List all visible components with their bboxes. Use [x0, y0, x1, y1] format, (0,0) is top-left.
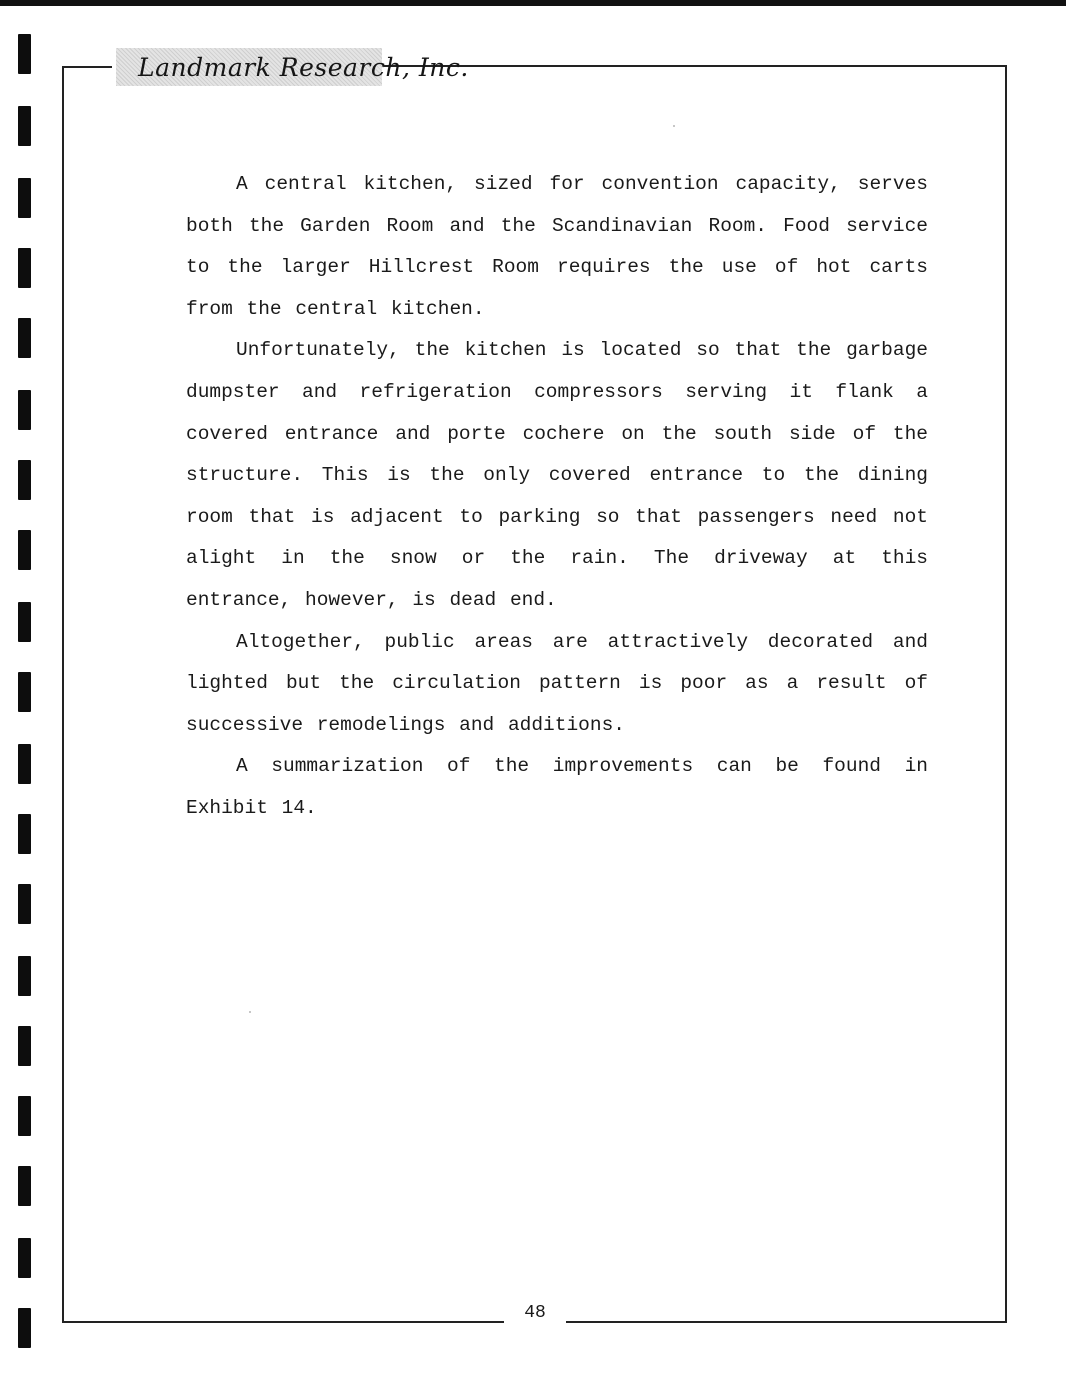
- frame-top-left-rule: [62, 66, 112, 68]
- paragraph: A central kitchen, sized for convention capacity, serves both the Garden Room and the Scandinavian Room. Food service to the larger Hillcrest Room requires the use of hot carts from the central kitchen.: [186, 173, 928, 320]
- binding-mark: [18, 1308, 31, 1348]
- scan-top-edge: [0, 0, 1066, 6]
- binding-mark: [18, 814, 31, 854]
- binding-mark: [18, 318, 31, 358]
- frame-bottom-right-rule: [566, 1321, 1007, 1323]
- paragraph: Unfortunately, the kitchen is located so that the garbage dumpster and refrigeration compressors serving it flank a covered entrance and porte cochere on the south side of the structure. This is the only covered entrance to the dining room that is adjacent to parking so that passengers need not alight in the snow or the rain. The driveway at this entrance, however, is dead end.: [186, 339, 928, 611]
- binding-mark: [18, 1166, 31, 1206]
- page-number: 48: [524, 1303, 546, 1323]
- frame-right-rule: [1005, 65, 1007, 1323]
- scan-speck: [673, 125, 675, 127]
- frame-top-right-rule: [384, 65, 1007, 67]
- binding-mark: [18, 1026, 31, 1066]
- binding-mark: [18, 530, 31, 570]
- frame-left-rule: [62, 66, 64, 1323]
- binding-mark: [18, 602, 31, 642]
- paragraph: A summarization of the improvements can be found in Exhibit 14.: [186, 755, 928, 819]
- binding-mark: [18, 1096, 31, 1136]
- letterhead: [116, 48, 469, 86]
- scan-speck: [249, 1011, 251, 1013]
- binding-mark: [18, 390, 31, 430]
- binding-marks: [18, 0, 32, 1380]
- binding-mark: [18, 106, 31, 146]
- frame-bottom-left-rule: [62, 1321, 504, 1323]
- binding-mark: [18, 248, 31, 288]
- paragraph: Altogether, public areas are attractively decorated and lighted but the circulation pattern is poor as a result of successive remodelings and additions.: [186, 630, 928, 736]
- company-name: Landmark Research, Inc.: [138, 52, 469, 82]
- binding-mark: [18, 178, 31, 218]
- binding-mark: [18, 34, 31, 74]
- binding-mark: [18, 672, 31, 712]
- body-text: [186, 164, 928, 830]
- binding-mark: [18, 956, 31, 996]
- binding-mark: [18, 460, 31, 500]
- binding-mark: [18, 1238, 31, 1278]
- binding-mark: [18, 744, 31, 784]
- binding-mark: [18, 884, 31, 924]
